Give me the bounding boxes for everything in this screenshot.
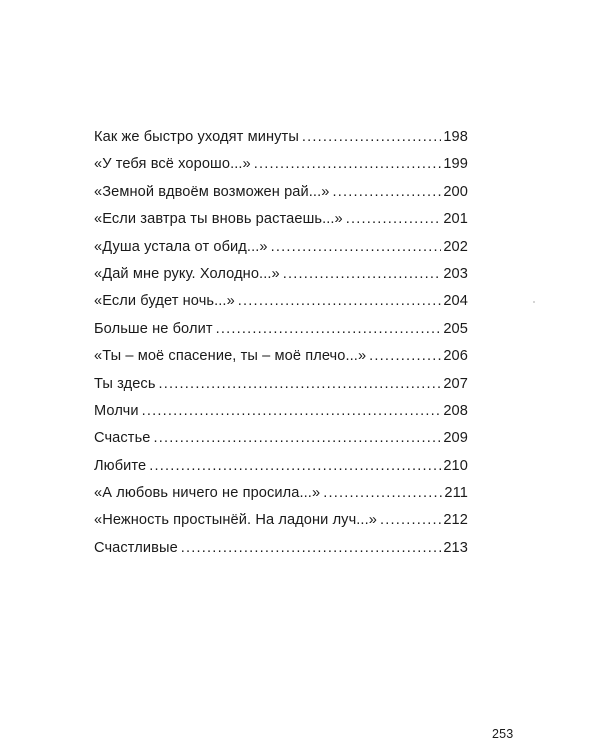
toc-dot-leader xyxy=(254,153,442,175)
toc-entry xyxy=(94,373,468,400)
toc-entry-title: «У тебя всё хорошо...» xyxy=(94,156,251,173)
toc-entry xyxy=(94,153,468,180)
toc-entry xyxy=(94,318,468,345)
toc-dot-leader xyxy=(271,236,442,258)
toc-dot-leader xyxy=(154,427,442,449)
toc-entry-page: 205 xyxy=(443,320,468,337)
toc-entry-title: «Земной вдвоём возможен рай...» xyxy=(94,183,330,200)
toc-dot-leader xyxy=(216,318,442,340)
toc-entry-title: Ты здесь xyxy=(94,375,156,392)
page-number: 253 xyxy=(492,727,514,741)
toc-dot-leader xyxy=(380,509,441,531)
toc-entry xyxy=(94,181,468,208)
toc-entry xyxy=(94,400,468,427)
toc-dot-leader xyxy=(302,126,441,148)
toc-entry xyxy=(94,126,468,153)
toc-entry-title: «Дай мне руку. Холодно...» xyxy=(94,265,280,282)
table-of-contents xyxy=(94,126,468,564)
toc-entry-title: «Нежность простынёй. На ладони луч...» xyxy=(94,512,377,529)
toc-entry xyxy=(94,208,468,235)
toc-entry-page: 213 xyxy=(443,539,468,556)
toc-entry xyxy=(94,263,468,290)
toc-entry-title: «Если завтра ты вновь растаешь...» xyxy=(94,211,343,228)
toc-entry xyxy=(94,290,468,317)
toc-dot-leader xyxy=(181,537,442,559)
toc-entry xyxy=(94,537,468,564)
toc-entry-page: 212 xyxy=(443,512,468,529)
toc-entry-page: 203 xyxy=(443,265,468,282)
toc-entry-title: «Ты – моё спасение, ты – моё плечо...» xyxy=(94,348,367,365)
toc-entry-title: Счастье xyxy=(94,430,151,447)
toc-entry-page: 198 xyxy=(443,129,468,145)
toc-entry-title: «Душа устала от обид...» xyxy=(94,238,268,255)
toc-entry-page: 201 xyxy=(443,211,468,228)
toc-entry-page: 202 xyxy=(443,238,468,255)
toc-entry-page: 204 xyxy=(443,293,468,310)
toc-dot-leader xyxy=(346,208,442,230)
toc-entry-page: 200 xyxy=(443,183,468,200)
toc-entry-page: 210 xyxy=(443,457,468,474)
toc-entry-title: Как же быстро уходят минуты xyxy=(94,129,299,145)
toc-entry-page: 207 xyxy=(443,375,468,392)
toc-dot-leader xyxy=(332,181,441,203)
toc-dot-leader xyxy=(369,345,441,367)
toc-entry xyxy=(94,509,468,536)
toc-entry-title: Больше не болит xyxy=(94,320,213,337)
toc-dot-leader xyxy=(238,290,442,312)
toc-entry-page: 211 xyxy=(444,485,468,502)
toc-dot-leader xyxy=(142,400,442,422)
print-speck xyxy=(533,301,535,303)
toc-entry-title: Любите xyxy=(94,457,147,474)
toc-entry xyxy=(94,427,468,454)
toc-entry-title: Молчи xyxy=(94,402,139,419)
toc-entry xyxy=(94,345,468,372)
toc-dot-leader xyxy=(283,263,442,285)
toc-entry xyxy=(94,455,468,482)
toc-entry-page: 208 xyxy=(443,402,468,419)
toc-dot-leader xyxy=(149,455,441,477)
toc-entry-title: Счастливые xyxy=(94,539,178,556)
toc-entry-page: 199 xyxy=(443,156,468,173)
toc-entry-title: «А любовь ничего не просила...» xyxy=(94,485,321,502)
toc-entry-page: 206 xyxy=(443,348,468,365)
toc-entry-page: 209 xyxy=(443,430,468,447)
toc-entry-title: «Если будет ночь...» xyxy=(94,293,235,310)
toc-dot-leader xyxy=(159,373,442,395)
toc-entry xyxy=(94,482,468,509)
toc-dot-leader xyxy=(323,482,442,504)
toc-entry xyxy=(94,236,468,263)
